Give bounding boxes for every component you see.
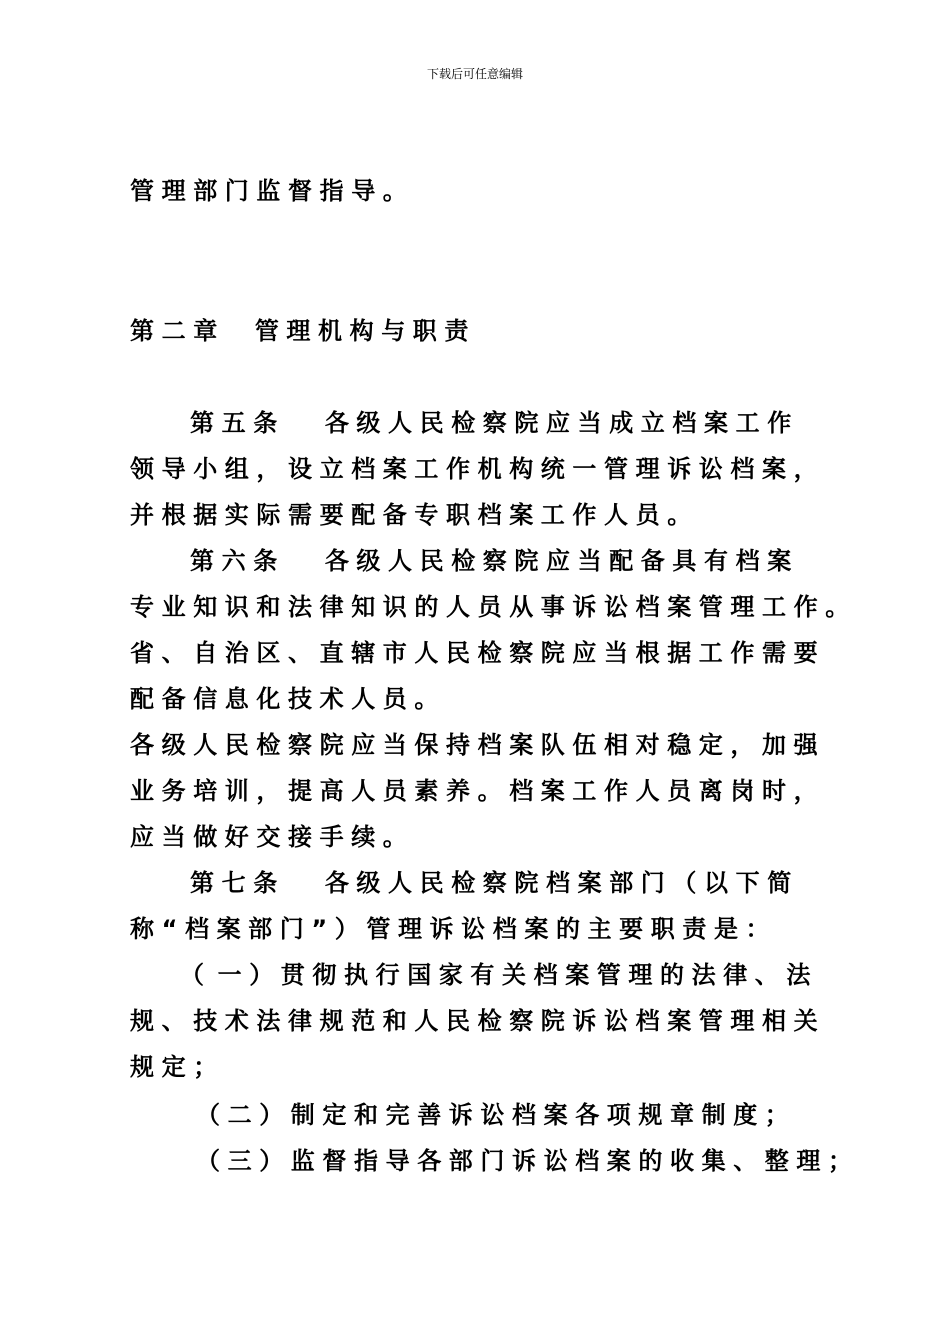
paragraph-line: 领导小组，设立档案工作机构统一管理诉讼档案， [130, 455, 826, 483]
chapter-number: 第二章 [130, 317, 225, 345]
paragraph-line: 规、技术法律规范和人民检察院诉讼档案管理相关 [130, 1007, 826, 1035]
article-text: 各级人民检察院应当成立档案工作 [324, 409, 799, 437]
list-item-text: 一）贯彻执行国家有关档案管理的法律、法 [217, 961, 819, 989]
page-header: 下载后可任意编辑 [426, 67, 523, 81]
article-number: 第六条 [190, 547, 285, 575]
list-item-one-line [180, 960, 818, 990]
article-number: 第五条 [190, 409, 285, 437]
paragraph-line: 专业知识和法律知识的人员从事诉讼档案管理工作。 [130, 593, 857, 621]
article-six-line [190, 546, 799, 576]
article-text: 各级人民检察院档案部门（以下简 [324, 869, 799, 897]
article-number: 第七条 [190, 869, 285, 897]
list-item-two: （二）制定和完善诉讼档案各项规章制度； [196, 1101, 797, 1129]
article-seven-line [190, 868, 799, 898]
paragraph-line: 称“档案部门”）管理诉讼档案的主要职责是： [130, 915, 778, 943]
paragraph-line: 并根据实际需要配备专职档案工作人员。 [130, 501, 699, 529]
paragraph-line: 业务培训，提高人员素养。档案工作人员离岗时， [130, 777, 826, 805]
list-item-three: （三）监督指导各部门诉讼档案的收集、整理； [196, 1147, 860, 1175]
paragraph-line: 管理部门监督指导。 [130, 177, 415, 205]
paragraph-line: 各级人民检察院应当保持档案队伍相对稳定，加强 [130, 731, 826, 759]
chapter-heading [130, 316, 476, 346]
article-five-line [190, 408, 799, 438]
paragraph-line: 应当做好交接手续。 [130, 823, 415, 851]
chapter-title: 管理机构与职责 [254, 317, 477, 345]
paragraph-line: 省、自治区、直辖市人民检察院应当根据工作需要 [130, 639, 826, 667]
article-text: 各级人民检察院应当配备具有档案 [324, 547, 799, 575]
paragraph-line: 规定； [130, 1053, 225, 1081]
list-bracket: （ [180, 961, 212, 989]
paragraph-line: 配备信息化技术人员。 [130, 685, 446, 713]
